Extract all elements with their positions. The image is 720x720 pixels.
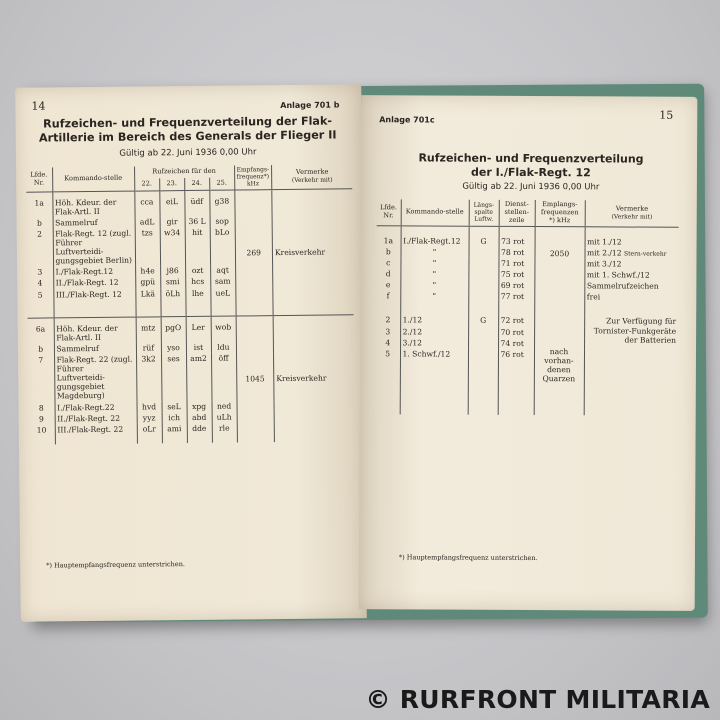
left-header-day: 23.: [159, 178, 184, 191]
left-page-title: [28, 114, 348, 145]
row-nr: d: [385, 269, 391, 279]
row-callsign: eiL: [159, 190, 184, 216]
row-callsign: hcs: [185, 276, 210, 287]
row-line: 75 rot: [498, 269, 534, 280]
row-callsign: yyz: [137, 412, 162, 423]
row-line: 76 rot: [498, 349, 534, 415]
row-post: ": [400, 246, 468, 258]
left-header-day: 25.: [209, 177, 234, 190]
row-post: Flak-Regt. 22 (zugl. Führer Luftverteidi-gungsgebiet Magdeburg): [54, 354, 136, 402]
row-callsign: yso: [161, 342, 186, 353]
right-header-remarks: [585, 200, 679, 227]
row-nr: b: [38, 344, 44, 354]
row-callsign: ozt: [185, 265, 210, 276]
row-post: I./Flak-Regt.12: [401, 226, 469, 247]
row-callsign: ned: [211, 400, 236, 411]
row-length: G: [469, 226, 499, 247]
left-title-line-1: Rufzeichen- und Frequenzverteilung der Flak-: [43, 114, 333, 131]
row-callsign: aqt: [210, 265, 235, 276]
left-header-remarks-label: Vermerke: [295, 167, 329, 176]
right-frequency-table: [376, 199, 679, 415]
right-header-freq: Emplangs-frequenzen *) kHz: [535, 200, 585, 226]
row-nr: 3: [37, 267, 43, 277]
row-nr: 5: [37, 290, 43, 300]
right-header-post: Kommando-stelle: [401, 199, 469, 226]
row-callsign: ist: [186, 342, 211, 353]
left-footnote: *) Hauptempfangsfrequenz unterstrichen.: [46, 560, 185, 570]
row-line: 73 rot: [499, 226, 535, 247]
row-post: ": [400, 257, 468, 268]
row-callsign: 3k2: [136, 353, 161, 401]
row-line: 72 rot: [498, 315, 534, 326]
row-callsign: dde: [187, 423, 212, 443]
left-annex-label: Anlage 701 b: [280, 100, 340, 111]
row-callsign: sam: [210, 276, 235, 287]
row-length: [468, 280, 498, 291]
row-callsign: rle: [212, 422, 237, 442]
row-callsign: üdf: [184, 190, 209, 216]
row-callsign: bLo: [210, 226, 235, 265]
row-post: I./Flak-Regt.22: [55, 401, 137, 413]
row-post: 3./12: [400, 337, 468, 348]
row-callsign: adL: [135, 216, 160, 227]
right-page: [359, 95, 698, 611]
row-remark: mit 1./12: [585, 227, 679, 248]
row-post: ": [400, 291, 468, 315]
row-line: 74 rot: [498, 338, 534, 349]
row-callsign: ich: [162, 412, 187, 423]
row-nr: 5: [385, 349, 391, 359]
right-header-remarks-sub: (Verkehr mit): [611, 213, 653, 221]
row-length: [468, 326, 498, 337]
row-callsign: cca: [134, 190, 159, 216]
row-nr: b: [385, 247, 391, 257]
right-group1-freq: 2050: [534, 226, 584, 280]
row-nr: 2: [37, 229, 42, 239]
right-page-number: 15: [659, 108, 674, 122]
table-row: [28, 314, 354, 343]
row-callsign: öLh: [160, 288, 185, 317]
right-header-nr: Lfde. Nr.: [377, 199, 401, 225]
row-remark: Sammelrufzeichen: [584, 281, 678, 293]
row-post: ": [400, 280, 468, 291]
row-freq-empty: [534, 280, 584, 291]
left-title-line-2: Artillerie im Bereich des Generals der Flieger II: [38, 128, 337, 145]
row-length: G: [468, 315, 498, 326]
row-length: [468, 269, 498, 280]
row-callsign: rüf: [136, 342, 161, 353]
row-nr: 7: [38, 355, 44, 365]
left-valid-from: Gültig ab 22. Juni 1936 0,00 Uhr: [119, 147, 257, 159]
row-remark: mit 1. Schwf./12: [584, 269, 678, 281]
right-header-length: Längs-spalte Luftw.: [469, 200, 499, 226]
row-length: [468, 247, 498, 258]
row-length: [468, 291, 498, 315]
row-callsign: hit: [185, 227, 210, 266]
row-callsign: Ler: [186, 316, 211, 342]
row-nr: 1a: [383, 235, 394, 246]
row-nr: 1a: [34, 198, 44, 208]
row-remark: frei: [584, 292, 678, 317]
row-callsign: wob: [211, 316, 236, 342]
left-header-post: Kommando-stelle: [52, 167, 134, 192]
row-nr: 6a: [28, 318, 54, 344]
row-post: I./Flak-Regt.12: [53, 266, 135, 278]
left-header-freq: Empfangs-frequenz*) kHz: [234, 165, 272, 189]
row-callsign: tzs: [135, 227, 160, 266]
right-valid-from: Gültig ab 22. Juni 1936 0,00 Uhr: [462, 181, 600, 193]
row-callsign: mtz: [136, 316, 161, 342]
row-nr: 2: [385, 315, 391, 325]
row-callsign: pgO: [161, 316, 186, 342]
table-row: [377, 225, 679, 247]
row-callsign: ses: [161, 353, 186, 401]
group2-freq: 1045: [236, 315, 275, 442]
group1-remark: Kreisverkehr: [272, 188, 354, 315]
row-nr: 3: [385, 326, 391, 336]
row-post: 2./12: [400, 326, 468, 337]
row-nr: 8: [38, 403, 44, 413]
row-line: 78 rot: [498, 247, 534, 258]
row-line: 69 rot: [498, 280, 534, 291]
row-line: 77 rot: [498, 291, 534, 315]
row-callsign: 36 L: [185, 216, 210, 227]
right-title-line-1: Rufzeichen- und Frequenzverteilung: [418, 151, 644, 166]
row-callsign: ldu: [211, 341, 236, 352]
row-nr: 4: [385, 337, 391, 347]
row-callsign: uLh: [212, 411, 237, 422]
row-post: 1./12: [400, 315, 468, 326]
table-row: [26, 188, 352, 217]
row-callsign: abd: [187, 411, 212, 422]
row-callsign: oLr: [137, 423, 162, 443]
row-callsign: Lkä: [135, 288, 160, 317]
left-header-remarks: [272, 164, 353, 189]
row-post: Höh. Kdeur. der Flak-Artl. II: [52, 191, 134, 218]
right-header-remarks-label: Vermerke: [615, 204, 649, 213]
row-callsign: sop: [210, 215, 235, 226]
row-nr: 10: [36, 425, 47, 435]
left-page: [15, 84, 367, 622]
row-post: Flak-Regt. 12 (zugl. Führer Luftverteidi-gungsgebiet Berlin): [53, 227, 135, 266]
row-nr: 9: [38, 414, 44, 424]
row-post: Höh. Kdeur. der Flak-Artl. II: [54, 317, 136, 344]
right-footnote: *) Hauptempfangsfrequenz unterstrichen.: [398, 553, 538, 563]
row-remark: [584, 247, 678, 259]
row-callsign: lhe: [185, 287, 210, 316]
row-callsign: g38: [209, 190, 234, 216]
left-page-number: 14: [31, 99, 46, 113]
right-group2-freq: nach vorhan-denen Quarzen: [534, 315, 585, 415]
left-header-day: 22.: [134, 178, 159, 191]
left-header-remarks-sub: (Verkehr mit): [291, 176, 333, 184]
row-length: [468, 258, 498, 269]
left-header-nr: Lfde. Nr.: [26, 167, 52, 191]
right-group2-remark: Zur Verfügung für Tornister-Funkgeräte der Batterien: [584, 316, 679, 416]
row-post: II./Flak-Regt. 22: [55, 412, 137, 424]
right-page-title: [381, 151, 681, 180]
row-callsign: w34: [160, 227, 185, 266]
row-nr: e: [385, 280, 391, 290]
row-post: II./Flak-Regt. 12: [53, 277, 135, 289]
row-remark: mit 3./12: [584, 258, 678, 270]
row-callsign: ami: [162, 423, 187, 443]
left-header-callsigns: Rufzeichen für den: [134, 166, 234, 179]
row-line: 70 rot: [498, 326, 534, 337]
row-callsign: öff: [211, 353, 236, 401]
row-callsign: smi: [160, 276, 185, 287]
watermark: © RURFRONT MILITARIA: [365, 685, 710, 714]
row-callsign: xpg: [186, 400, 211, 411]
group2-remark: Kreisverkehr: [273, 314, 355, 442]
row-nr: b: [36, 218, 42, 228]
row-nr: f: [386, 291, 390, 301]
group1-freq: 269: [234, 189, 273, 315]
left-header-day: 24.: [184, 178, 209, 191]
row-post: 1. Schwf./12: [400, 348, 468, 414]
row-length: [468, 337, 498, 348]
row-remark-text: mit 2./12: [587, 248, 622, 258]
row-callsign: h4e: [135, 266, 160, 277]
row-post: III./Flak-Regt. 12: [53, 288, 135, 317]
row-freq-empty: [534, 291, 584, 315]
row-callsign: am2: [186, 353, 211, 401]
table-row: [376, 291, 678, 317]
row-callsign: j86: [160, 265, 185, 276]
right-header-line: Dienst-stellen-zeile: [499, 200, 535, 226]
row-post: ": [400, 268, 468, 279]
left-callsign-table: [26, 164, 355, 444]
row-post: Sammelruf: [54, 342, 136, 354]
right-title-line-2: der I./Flak-Regt. 12: [470, 165, 591, 180]
row-callsign: gir: [160, 216, 185, 227]
right-annex-label: Anlage 701c: [379, 115, 435, 125]
row-nr: 4: [37, 278, 43, 289]
star-traffic-label: Stern-verkehr: [623, 250, 667, 258]
row-callsign: hvd: [137, 401, 162, 412]
row-callsign: seL: [161, 401, 186, 412]
row-post: III./Flak-Regt. 22: [55, 423, 137, 444]
row-line: 71 rot: [498, 258, 534, 269]
row-nr: c: [386, 258, 391, 268]
row-callsign: ueL: [210, 287, 235, 316]
row-callsign: gpü: [135, 277, 160, 288]
row-post: Sammelruf: [53, 216, 135, 228]
row-length: [468, 348, 498, 414]
